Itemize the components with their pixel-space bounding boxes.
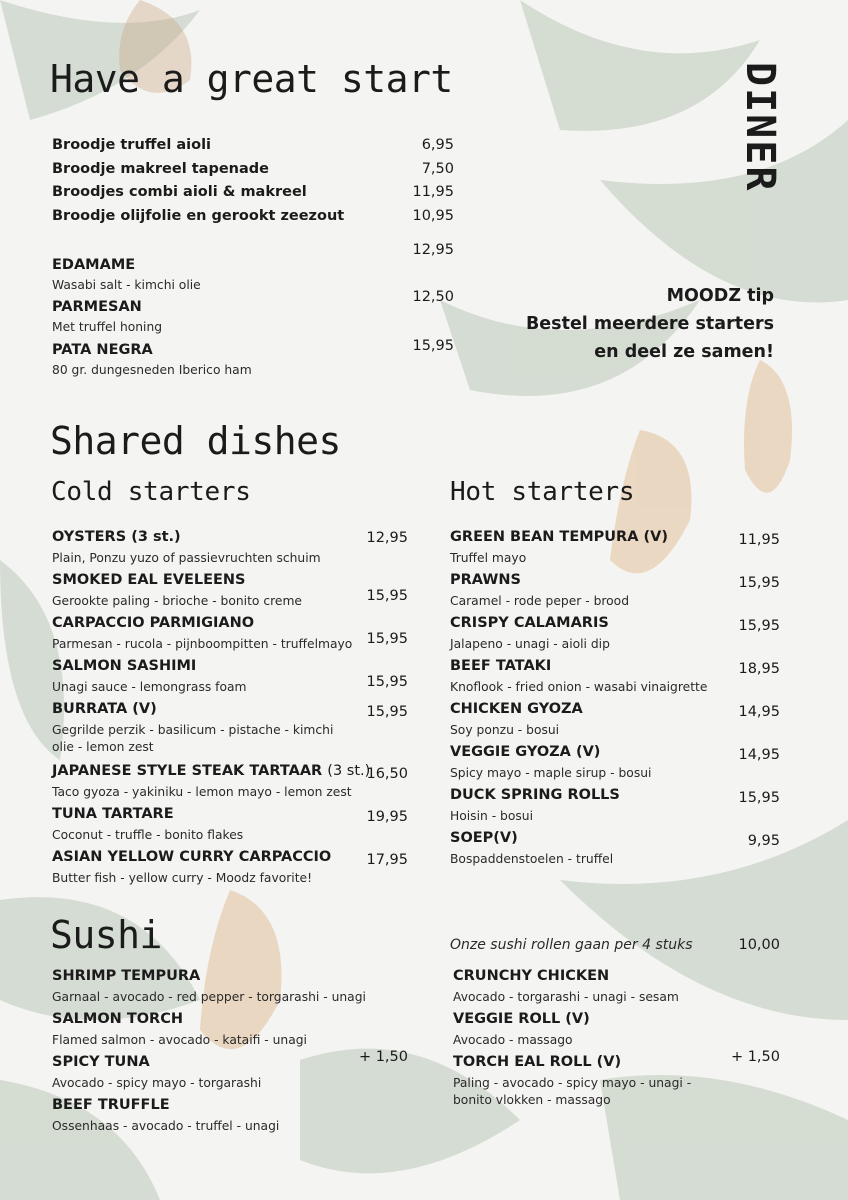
diner-vertical-title: DINER	[737, 62, 783, 193]
sushi-left-list	[52, 967, 408, 1139]
item-desc: Paling - avocado - spicy mayo - unagi - bonito vlokken - massago	[453, 1076, 692, 1107]
item-desc: Wasabi salt - kimchi olie	[52, 278, 201, 292]
item-name: SMOKED EAL EVELEENS	[52, 572, 246, 588]
list-item	[52, 1096, 408, 1139]
item-name: DUCK SPRING ROLLS	[450, 787, 620, 803]
sushi-title: Sushi	[50, 913, 162, 957]
item-name: TORCH EAL ROLL (V)	[453, 1054, 622, 1070]
sushi-note: Onze sushi rollen gaan per 4 stuks	[450, 937, 693, 953]
item-price: 15,95	[412, 338, 454, 354]
item-name-suffix: (3 st.)	[327, 763, 371, 779]
item-price: 12,95	[412, 242, 454, 258]
item-name: Broodje truffel aioli	[52, 137, 212, 153]
list-item	[52, 134, 454, 158]
item-price: 11,95	[412, 184, 454, 200]
sushi-note-price: 10,00	[738, 937, 780, 953]
item-desc: Spicy mayo - maple sirup - bosui	[450, 766, 652, 780]
item-price: 11,95	[738, 532, 780, 548]
item-price: 16,50	[366, 766, 408, 782]
tip-line: en deel ze samen!	[594, 342, 774, 362]
list-item	[450, 743, 780, 786]
list-item	[453, 1049, 780, 1115]
item-desc: Coconut - truffle - bonito flakes	[52, 828, 244, 842]
list-item	[52, 700, 408, 762]
item-desc: Avocado - torgarashi - unagi - sesam	[453, 990, 679, 1004]
item-name: SHRIMP TEMPURA	[52, 968, 201, 984]
item-name: VEGGIE GYOZA (V)	[450, 744, 601, 760]
list-item	[52, 158, 454, 182]
item-desc: Taco gyoza - yakiniku - lemon mayo - lemon zest	[52, 785, 352, 799]
list-item	[52, 614, 408, 657]
cold-list	[52, 528, 408, 891]
item-desc: Gegrilde perzik - basilicum - pistache - kimchi olie - lemon zest	[52, 723, 334, 754]
sushi-right-list	[453, 967, 780, 1115]
hot-title: Hot starters	[450, 477, 635, 507]
item-name: CHICKEN GYOZA	[450, 701, 583, 717]
item-desc: Butter fish - yellow curry - Moodz favorite!	[52, 871, 313, 885]
item-desc: Truffel mayo	[450, 551, 527, 565]
list-item	[450, 700, 780, 743]
item-desc: Ossenhaas - avocado - truffel - unagi	[52, 1119, 280, 1133]
item-desc: 80 gr. dungesneden Iberico ham	[52, 363, 252, 377]
item-name: ASIAN YELLOW CURRY CARPACCIO	[52, 849, 332, 865]
list-item	[52, 1049, 408, 1096]
item-name: SOEP(V)	[450, 830, 518, 846]
list-item	[453, 967, 780, 1010]
item-desc: Bospaddenstoelen - truffel	[450, 852, 614, 866]
item-name: PARMESAN	[52, 299, 142, 315]
item-name: CRISPY CALAMARIS	[450, 615, 609, 631]
item-name: BEEF TATAKI	[450, 658, 552, 674]
list-item	[450, 571, 780, 614]
list-item	[52, 1010, 408, 1053]
item-desc: Gerookte paling - brioche - bonito creme	[52, 594, 302, 608]
shared-title: Shared dishes	[50, 419, 341, 463]
item-desc: Flamed salmon - avocado - kataifi - unagi	[52, 1033, 307, 1047]
moodz-tip	[474, 282, 774, 366]
list-item	[450, 657, 780, 700]
item-name: SPICY TUNA	[52, 1054, 150, 1070]
item-desc: Hoisin - bosui	[450, 809, 534, 823]
item-price: 15,95	[366, 674, 408, 690]
item-name: PRAWNS	[450, 572, 521, 588]
item-desc: Caramel - rode peper - brood	[450, 594, 630, 608]
item-name: VEGGIE ROLL (V)	[453, 1011, 590, 1027]
item-price: 14,95	[738, 747, 780, 763]
item-name: Broodje olijfolie en gerookt zeezout	[52, 207, 345, 224]
item-price: 7,50	[421, 160, 454, 177]
item-price: + 1,50	[358, 1049, 408, 1065]
item-price: 15,95	[738, 575, 780, 591]
item-name: EDAMAME	[52, 257, 136, 273]
item-price: 14,95	[738, 704, 780, 720]
item-desc: Soy ponzu - bosui	[450, 723, 560, 737]
item-name: SALMON SASHIMI	[52, 658, 197, 674]
list-item	[52, 848, 408, 891]
item-name: SALMON TORCH	[52, 1011, 184, 1027]
item-name: TUNA TARTARE	[52, 806, 174, 822]
item-price: 10,95	[412, 207, 454, 224]
item-desc: Knoflook - fried onion - wasabi vinaigrette	[450, 680, 708, 694]
item-name: OYSTERS (3 st.)	[52, 529, 181, 545]
item-desc: Unagi sauce - lemongrass foam	[52, 680, 247, 694]
item-name: CRUNCHY CHICKEN	[453, 968, 610, 984]
item-desc: Met truffel honing	[52, 320, 163, 334]
list-item	[450, 786, 780, 829]
list-item	[453, 1010, 780, 1053]
item-name: CARPACCIO PARMIGIANO	[52, 615, 255, 631]
item-name: JAPANESE STYLE STEAK TARTAAR	[52, 763, 323, 779]
item-name: Broodjes combi aioli & makreel	[52, 184, 307, 200]
item-price: 9,95	[747, 833, 780, 849]
item-price: 6,95	[421, 137, 454, 153]
item-price: 18,95	[738, 661, 780, 677]
list-item	[52, 967, 408, 1010]
item-name: GREEN BEAN TEMPURA (V)	[450, 529, 668, 545]
list-item	[52, 571, 408, 614]
list-item	[450, 614, 780, 657]
item-desc: Avocado - massago	[453, 1033, 573, 1047]
item-price: + 1,50	[730, 1049, 780, 1065]
item-name: BEEF TRUFFLE	[52, 1097, 170, 1113]
item-desc: Plain, Ponzu yuzo of passievruchten schuim	[52, 551, 321, 565]
item-price: 15,95	[738, 618, 780, 634]
item-name: PATA NEGRA	[52, 342, 153, 358]
item-name: Broodje makreel tapenade	[52, 160, 269, 177]
list-item	[52, 205, 454, 229]
cold-title: Cold starters	[51, 477, 251, 507]
item-price: 17,95	[366, 852, 408, 868]
item-price: 15,95	[738, 790, 780, 806]
item-desc: Garnaal - avocado - red pepper - torgarashi - unagi	[52, 990, 366, 1004]
list-item	[52, 528, 408, 571]
item-desc: Avocado - spicy mayo - torgarashi	[52, 1076, 262, 1090]
item-desc: Jalapeno - unagi - aioli dip	[450, 637, 610, 651]
item-price: 12,50	[412, 289, 454, 305]
hot-list	[450, 528, 780, 872]
list-item	[52, 805, 408, 848]
item-name: BURRATA (V)	[52, 701, 157, 717]
list-item	[450, 528, 780, 571]
item-price: 15,95	[366, 588, 408, 604]
tip-line: MOODZ tip	[666, 286, 774, 306]
list-item	[450, 829, 780, 872]
item-price: 15,95	[366, 704, 408, 720]
list-item	[52, 762, 408, 805]
item-price: 19,95	[366, 809, 408, 825]
item-desc: Parmesan - rucola - pijnboompitten - truffelmayo	[52, 637, 353, 651]
item-price: 15,95	[366, 631, 408, 647]
tip-line: Bestel meerdere starters	[525, 314, 774, 334]
list-item	[52, 181, 454, 205]
list-item	[52, 657, 408, 700]
start-title: Have a great start	[50, 57, 453, 101]
broodjes-list	[52, 134, 454, 228]
item-price: 12,95	[366, 530, 408, 546]
